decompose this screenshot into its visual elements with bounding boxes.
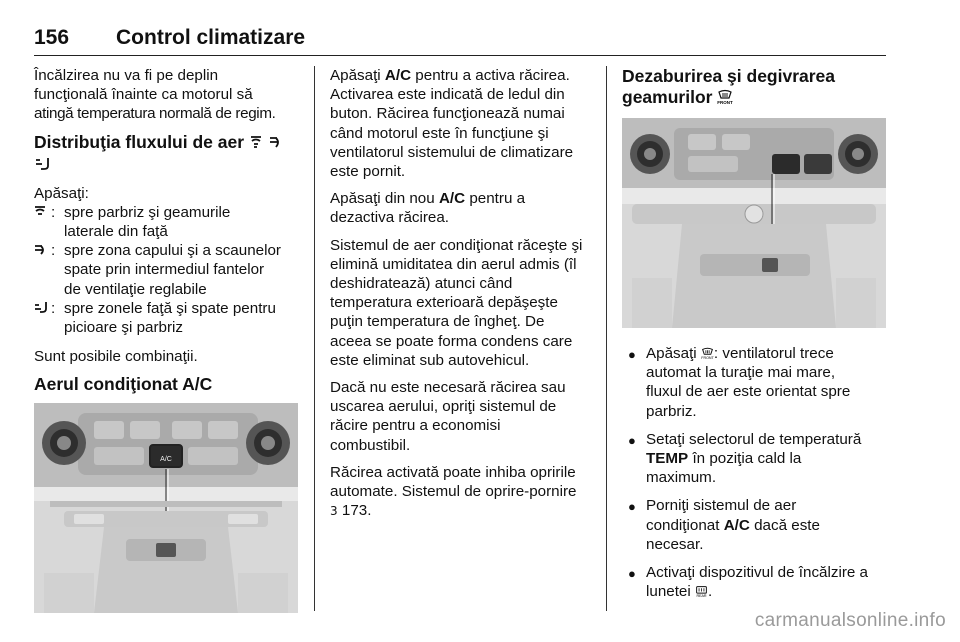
airflow-feet-icon — [34, 156, 52, 171]
ac-panel-photo — [34, 403, 298, 613]
airflow-windscreen-icon — [249, 135, 263, 150]
column-divider-2 — [606, 66, 607, 611]
windscreen-vent-icon — [34, 205, 47, 218]
page-reference: 173. — [341, 502, 372, 520]
defog-step-1: ● Apăsaţi FRONT : ventilatorul trece automat la turaţie mai mare, fluxul de aer este orientat spre parbriz. — [628, 345, 851, 420]
feet-vent-icon — [34, 301, 49, 314]
svg-text:FRONT: FRONT — [701, 356, 714, 360]
page-reference-arrow: 3 — [330, 504, 338, 519]
airflow-heading: Distribuţia fluxului de aer — [34, 132, 304, 174]
watermark: carmanualsonline.info — [754, 610, 946, 631]
defog-step-4: ● Activaţi dispozitivul de încălzire a lunetei REAR . — [628, 564, 869, 601]
page-title: Control climatizare — [116, 26, 306, 49]
page-number: 156 — [34, 26, 70, 49]
front-defrost-icon — [717, 89, 733, 105]
column-3 — [622, 66, 887, 610]
rear-window-heating-icon — [695, 585, 708, 598]
press-label: Apăsaţi: — [34, 184, 89, 202]
airflow-item-windscreen: : spre parbriz şi geamurile laterale din faţă — [34, 203, 304, 241]
defrost-panel-photo — [622, 118, 886, 328]
ac-label: A/C — [438, 190, 466, 208]
front-defrost-icon — [701, 347, 714, 360]
defog-step-2: ● Setaţi selectorul de temperatură TEMP în poziţia cald la maximum. — [628, 430, 862, 487]
defog-step-3: ● Porniţi sistemul de aer condiţionat A/C dacă este necesar. — [628, 497, 820, 553]
ac-button-label: A/C — [160, 456, 172, 464]
airflow-item-head: : spre zona capului şi a scaunelor spate prin intermediul fantelor de ventilaţie reglabile — [34, 241, 304, 299]
ac-economy-paragraph: Dacă nu este necesară răcirea sau uscarea aerului, opriţi sistemul de răcire pentru a economisi combustibil. — [330, 379, 566, 454]
column-divider-1 — [314, 66, 315, 611]
svg-text:REAR: REAR — [696, 594, 707, 599]
airflow-head-icon — [268, 135, 282, 150]
column-2 — [330, 66, 595, 529]
ac-function-paragraph: Sistemul de aer condiţionat răceşte şi elimină umiditatea din aerul admis (îl deshidratează) atunci când temperatura exterioară depăşeşte puţin temperatura de îngheţ. De aceea se poate forma condens care este eliminat sub autovehicul. — [330, 236, 583, 369]
intro-paragraph: Încălzirea nu va fi pe deplin funcţională înainte ca motorul să atingă temperatura normală de regim. — [34, 67, 276, 123]
page-header — [34, 26, 886, 56]
defog-heading: Dezaburirea şi degivrarea geamurilor FRONT — [622, 66, 836, 107]
airflow-item-feet: : spre zonele faţă şi spate pentru picioare şi parbriz — [34, 299, 304, 337]
ac-deactivate-paragraph: Apăsaţi din nou A/C pentru a dezactiva răcirea. — [330, 190, 526, 227]
temp-label: TEMP — [646, 450, 689, 468]
ac-label: A/C — [384, 67, 412, 84]
combinations-text: Sunt posibile combinaţii. — [34, 348, 198, 366]
svg-text:FRONT: FRONT — [717, 100, 734, 105]
head-vent-icon — [34, 243, 47, 256]
column-1 — [34, 66, 304, 613]
ac-stopstart-paragraph: Răcirea activată poate inhiba opririle automate. Sistemul de oprire-pornire 3 173. — [330, 463, 577, 520]
ac-label: A/C — [723, 516, 750, 534]
ac-activate-paragraph: Apăsaţi A/C pentru a activa răcirea. Activarea este indicată de ledul din buton. Răcirea funcţionează numai când motorul este în funcţiune şi ventilatorul sistemului de climatizare este pornit. — [330, 67, 574, 181]
ac-heading: Aerul condiţionat A/C — [34, 374, 213, 395]
